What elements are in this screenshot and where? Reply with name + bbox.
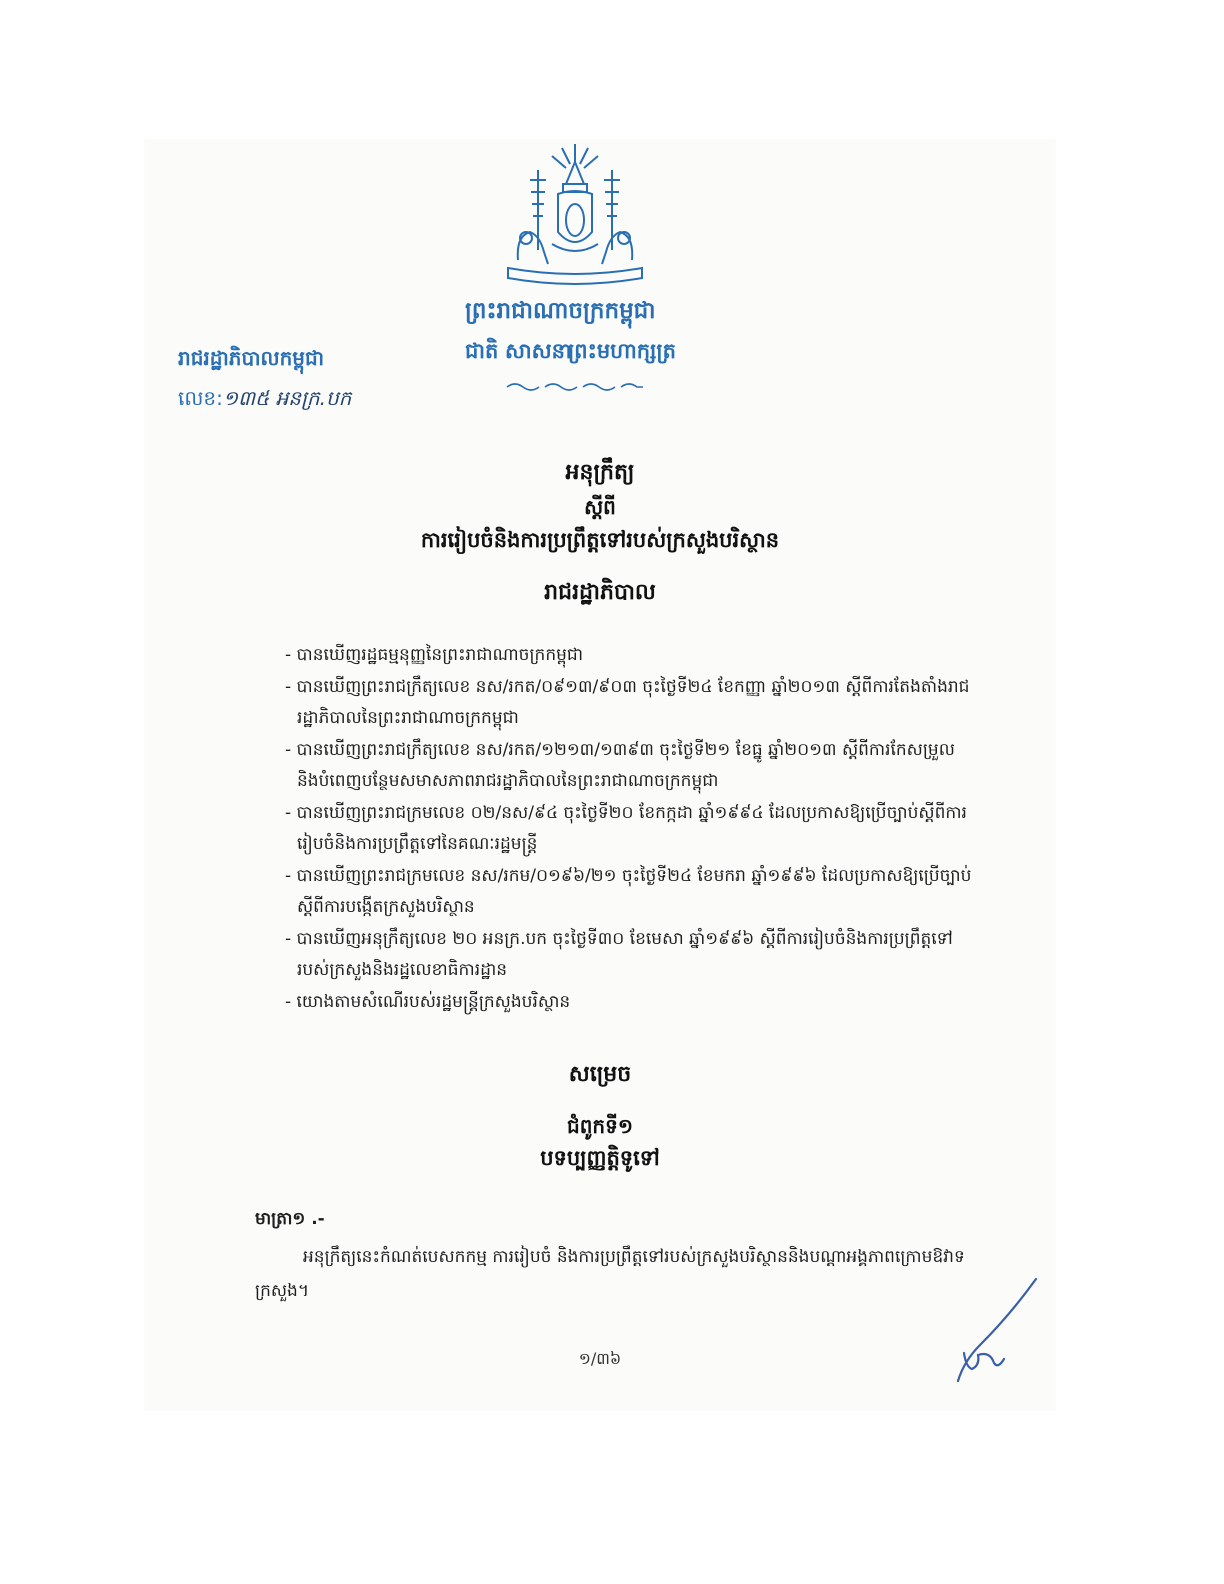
decision-heading: សម្រេច bbox=[568, 1062, 632, 1087]
issuing-authority: រាជរដ្ឋាភិបាល bbox=[544, 580, 656, 605]
regarding-label: ស្តីពី bbox=[584, 495, 616, 519]
article-body: អនុក្រឹត្យនេះកំណត់បេសកកម្ម ការរៀបចំ និងការប្រព្រឹត្តទៅរបស់ក្រសួងបរិស្ថាននិងបណ្តាអង្គភាពក្រោមឱវាទក្រសួង។ bbox=[255, 1247, 965, 1301]
signature-icon bbox=[950, 1275, 1040, 1385]
motto-king: ព្រះមហាក្សត្រ bbox=[568, 339, 676, 363]
page-number: ១/៣៦ bbox=[578, 1349, 622, 1368]
motto-religion: សាសនា bbox=[505, 339, 572, 363]
document-type: អនុក្រឹត្យ bbox=[565, 460, 635, 485]
document-number bbox=[178, 385, 351, 415]
consideration-item: - បានឃើញព្រះរាជក្រឹត្យលេខ នស/រកត/១២១៣/១៣៩៣ ចុះថ្ងៃទី២១ ខែធ្នូ ឆ្នាំ២០១៣ ស្តីពីការកែសម្រួលនិងបំពេញបន្ថែមសមាសភាពរាជរដ្ឋាភិបាលនៃព្រះរាជាណាចក្រកម្ពុជា bbox=[285, 739, 955, 791]
article-label: មាត្រា១ .- bbox=[255, 1209, 325, 1229]
consideration-item: - បានឃើញអនុក្រឹត្យលេខ ២០ អនក្រ.បក ចុះថ្ងៃទី៣០ ខែមេសា ឆ្នាំ១៩៩៦ ស្តីពីការរៀបចំនិងការប្រព្រឹត្តទៅរបស់ក្រសួងនិងរដ្ឋលេខាធិការដ្ឋាន bbox=[285, 928, 953, 980]
letterhead-ornament-icon bbox=[505, 380, 645, 394]
government-header: រាជរដ្ឋាភិបាលកម្ពុជា bbox=[178, 346, 324, 370]
document-number-handwritten: ១៣៥ អនក្រ.បក bbox=[222, 386, 352, 410]
consideration-item: - បានឃើញព្រះរាជក្រមលេខ នស/រកម/០១៩៦/២១ ចុះថ្ងៃទី២៤ ខែមករា ឆ្នាំ១៩៩៦ ដែលប្រកាសឱ្យប្រើច្បាប់ស្តីពីការបង្កើតក្រសួងបរិស្ថាន bbox=[285, 865, 972, 917]
considerations-list bbox=[285, 640, 975, 1018]
consideration-item: - បានឃើញរដ្ឋធម្មនុញ្ញនៃព្រះរាជាណាចក្រកម្ពុជា bbox=[285, 645, 584, 665]
chapter-number: ជំពូកទី១ bbox=[567, 1114, 633, 1138]
chapter-title: បទប្បញ្ញត្តិទូទៅ bbox=[540, 1146, 660, 1170]
document-subject: ការរៀបចំនិងការប្រព្រឹត្តទៅរបស់ក្រសួងបរិស្ថាន bbox=[420, 528, 780, 552]
motto-nation: ជាតិ bbox=[465, 339, 499, 363]
royal-emblem-icon bbox=[500, 140, 650, 290]
consideration-item: - បានឃើញព្រះរាជក្រមលេខ ០២/នស/៩៤ ចុះថ្ងៃទី២០ ខែកក្កដា ឆ្នាំ១៩៩៤ ដែលប្រកាសឱ្យប្រើច្បាប់ស្តីពីការរៀបចំនិងការប្រព្រឹត្តទៅនៃគណៈរដ្ឋមន្ត្រី bbox=[285, 802, 967, 854]
consideration-item: - បានឃើញព្រះរាជក្រឹត្យលេខ នស/រកត/០៩១៣/៩០៣ ចុះថ្ងៃទី២៤ ខែកញ្ញា ឆ្នាំ២០១៣ ស្តីពីការតែងតាំងរាជរដ្ឋាភិបាលនៃព្រះរាជាណាចក្រកម្ពុជា bbox=[285, 676, 970, 728]
consideration-item: - យោងតាមសំណើរបស់រដ្ឋមន្ត្រីក្រសួងបរិស្ថាន bbox=[285, 991, 571, 1012]
kingdom-title: ព្រះរាជាណាចក្រកម្ពុជា bbox=[465, 298, 656, 324]
document-number-prefix: លេខ: bbox=[178, 386, 223, 410]
